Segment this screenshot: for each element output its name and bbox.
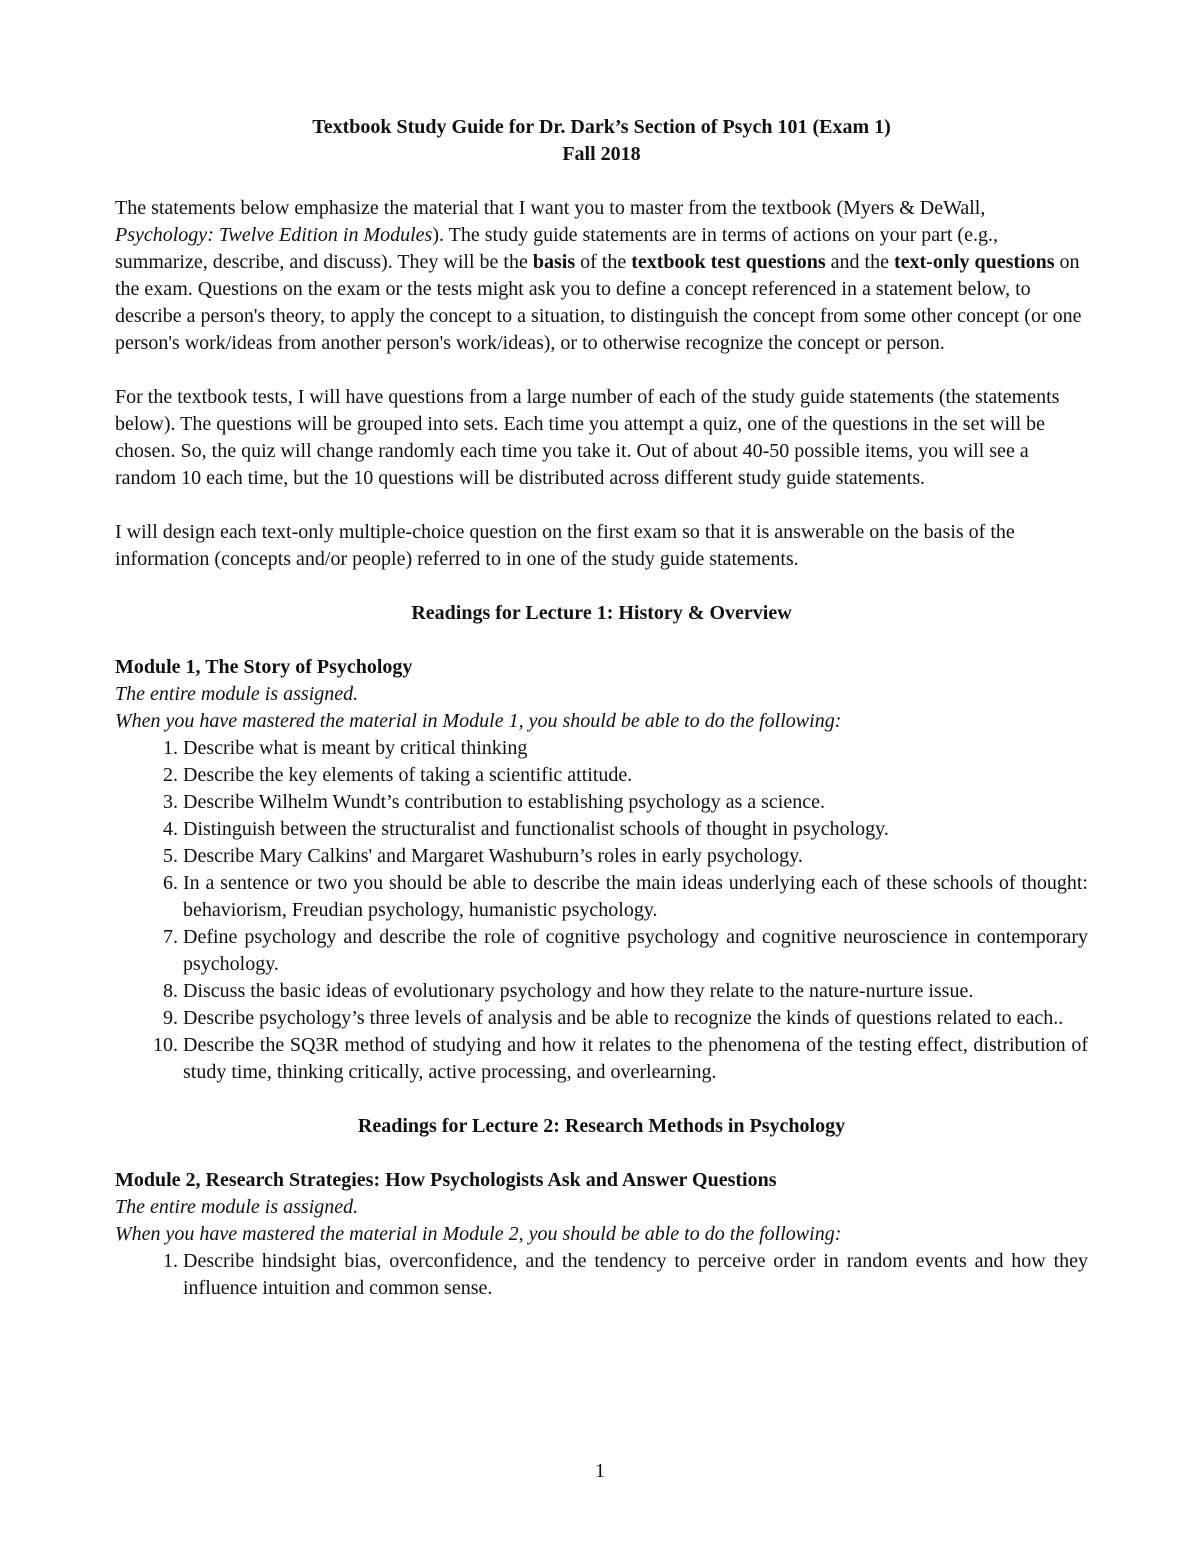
intro-text: and the [825, 251, 894, 273]
list-item: 6. In a sentence or two you should be able to describe the main ideas underlying each of these schools of thought: behaviorism, Freudian psychology, humanistic psychology. [163, 872, 1088, 921]
lecture2-heading: Readings for Lecture 2: Research Methods in Psychology [357, 1115, 846, 1137]
list-item: 9. Describe psychology’s three levels of analysis and be able to recognize the kinds of questions related to each.. [163, 1007, 1064, 1029]
document-title: Textbook Study Guide for Dr. Dark’s Section of Psych 101 (Exam 1) [312, 116, 891, 138]
module2-mastery-intro: When you have mastered the material in Module 2, you should be able to do the following: [115, 1223, 842, 1245]
module1-title: Module 1, The Story of Psychology [115, 656, 413, 678]
emphasis-text-only-questions: text-only questions [893, 251, 1055, 273]
list-item: 2. Describe the key elements of taking a scientific attitude. [163, 764, 633, 786]
module2-title: Module 2, Research Strategies: How Psychologists Ask and Answer Questions [115, 1169, 777, 1191]
list-item: 1. Describe what is meant by critical thinking [163, 737, 528, 759]
module1-objectives-list [115, 735, 1088, 1086]
document-term: Fall 2018 [562, 143, 641, 165]
document-header [115, 114, 1088, 168]
intro-text: of the [575, 251, 632, 273]
intro-paragraph-3: I will design each text-only multiple-choice question on the first exam so that it is answerable on the basis of the information (concepts and/or people) referred to in one of the study guide statements. [115, 521, 1015, 570]
list-item: 3. Describe Wilhelm Wundt’s contribution to establishing psychology as a science. [163, 791, 825, 813]
page-number: 1 [595, 1460, 605, 1482]
emphasis-basis: basis [532, 251, 576, 273]
emphasis-textbook-test-questions: textbook test questions [631, 251, 826, 273]
list-item: 10. Describe the SQ3R method of studying and how it relates to the phenomena of the testing effect, distribution of study time, thinking critically, active processing, and overlearning. [153, 1034, 1088, 1083]
list-item: 7. Define psychology and describe the role of cognitive psychology and cognitive neuroscience in contemporary psychology. [163, 926, 1088, 975]
module1-assigned-note: The entire module is assigned. [115, 683, 359, 705]
module2-objectives-list [115, 1248, 1088, 1302]
intro-paragraph-1 [115, 195, 1088, 357]
list-item: 1. Describe hindsight bias, overconfidence, and the tendency to perceive order in random events and how they influence intuition and common sense. [163, 1250, 1088, 1299]
lecture1-heading: Readings for Lecture 1: History & Overview [411, 602, 792, 624]
list-item: 4. Distinguish between the structuralist and functionalist schools of thought in psychology. [163, 818, 889, 840]
module2-assigned-note: The entire module is assigned. [115, 1196, 359, 1218]
intro-text: on the exam. Questions on the exam or the tests might ask you to define a concept referenced in a statement below, to describe a person's theory, to apply the concept to a situation, to distinguish the concept from some other concept (or one person's work/ideas from another person's work/ideas), or to otherwise recognize the concept or person. [115, 251, 1082, 354]
intro-paragraph-2: For the textbook tests, I will have questions from a large number of each of the study guide statements (the statements below). The questions will be grouped into sets. Each time you attempt a quiz, one of the questions in the set will be chosen. So, the quiz will change randomly each time you take it. Out of about 40-50 possible items, you will see a random 10 each time, but the 10 questions will be distributed across different study guide statements. [115, 386, 1060, 489]
list-item: 5. Describe Mary Calkins' and Margaret Washuburn’s roles in early psychology. [163, 845, 803, 867]
intro-text: The statements below emphasize the material that I want you to master from the textbook (Myers & DeWall, [115, 197, 986, 219]
textbook-title: Psychology: Twelve Edition in Modules [115, 224, 433, 246]
module1-mastery-intro: When you have mastered the material in Module 1, you should be able to do the following: [115, 710, 842, 732]
list-item: 8. Discuss the basic ideas of evolutionary psychology and how they relate to the nature-nurture issue. [163, 980, 974, 1002]
intro-text: ). The study guide statements are in terms of actions on your part (e.g., summarize, describe, and discuss). They will be the [115, 224, 998, 273]
